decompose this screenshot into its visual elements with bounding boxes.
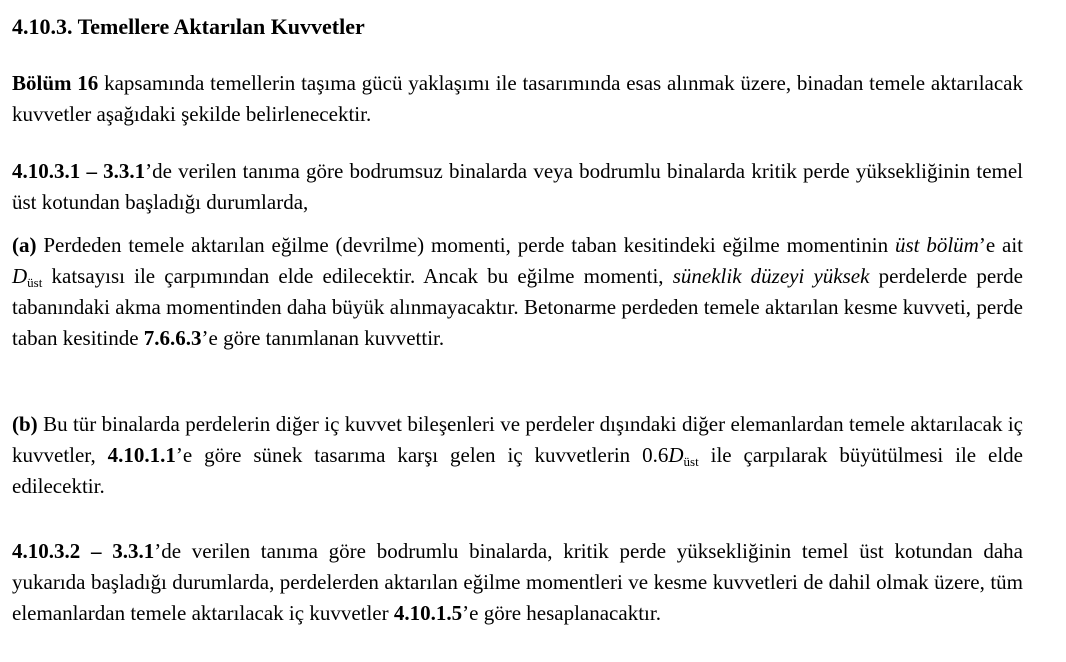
text-run: ’e ait [978, 233, 1023, 257]
paragraph-text: ’de verilen tanıma göre bodrumsuz binalarda veya bodrumlu binalarda kritik perde yüksekliğinin temel üst kotundan başladığı durumlarda, [12, 159, 1024, 214]
italic-term: süneklik düzeyi yüksek [672, 264, 870, 288]
clause-4-10-3-2 [12, 536, 1023, 629]
text-run: katsayısı ile çarpımından elde edilecektir. Ancak bu eğilme momenti, [42, 264, 673, 288]
text-run: Perdeden temele aktarılan eğilme (devrilme) momenti, perde taban kesitindeki eğilme momentinin [36, 233, 895, 257]
text-run: ’e göre sünek tasarıma karşı gelen iç kuvvetlerin [175, 443, 643, 467]
clause-number: 4.10.3.2 – 3.3.1 [12, 539, 155, 563]
intro-paragraph [12, 68, 1023, 130]
text-run: perdelerde perde tabanındaki akma momentinden daha büyük alınmayacaktır. Betonarme perdeden temele aktarılan kesme kuvveti, perde taban kesitinde [12, 264, 1023, 350]
symbol-d: D [668, 443, 684, 467]
item-b [12, 409, 1023, 502]
reference-number: 4.10.1.5 [393, 601, 463, 625]
symbol-subscript: üst [27, 275, 43, 290]
item-a [12, 230, 1023, 354]
section-heading: 4.10.3. Temellere Aktarılan Kuvvetler [12, 14, 365, 39]
text-run: ’e göre tanımlanan kuvvettir. [201, 326, 445, 350]
reference-number: 7.6.6.3 [143, 326, 202, 350]
clause-number: 4.10.3.1 – 3.3.1 [12, 159, 146, 183]
italic-term: üst bölüm [894, 233, 979, 257]
symbol-d: D [12, 264, 28, 288]
text-run: ’de verilen tanıma göre bodrumlu binalarda, kritik perde yüksekliğinin temel üst kotundan daha yukarıda başladığı durumlarda, perdelerden aktarılan eğilme momentleri ve kesme kuvvetleri de dahil olmak üzere, tüm elemanlardan temele aktarılacak iç kuvvetler [12, 539, 1024, 625]
text-run: ’e göre hesaplanacaktır. [462, 601, 661, 625]
reference-chapter: Bölüm 16 [12, 71, 99, 95]
coefficient: 0.6 [642, 443, 669, 467]
text-run: ile çarpılarak büyütülmesi ile elde edilecektir. [12, 443, 1024, 498]
text-run: Bu tür binalarda perdelerin diğer iç kuvvet bileşenleri ve perdeler dışındaki diğer elemanlardan temele aktarılacak iç kuvvetler, [12, 412, 1023, 467]
reference-number: 4.10.1.1 [107, 443, 176, 467]
item-label: (b) [12, 412, 38, 436]
clause-4-10-3-1 [12, 156, 1023, 218]
symbol-subscript: üst [683, 454, 699, 469]
item-label: (a) [12, 233, 37, 257]
paragraph-text: kapsamında temellerin taşıma gücü yaklaşımı ile tasarımında esas alınmak üzere, binadan temele aktarılacak kuvvetler aşağıdaki şekilde belirlenecektir. [12, 71, 1023, 126]
